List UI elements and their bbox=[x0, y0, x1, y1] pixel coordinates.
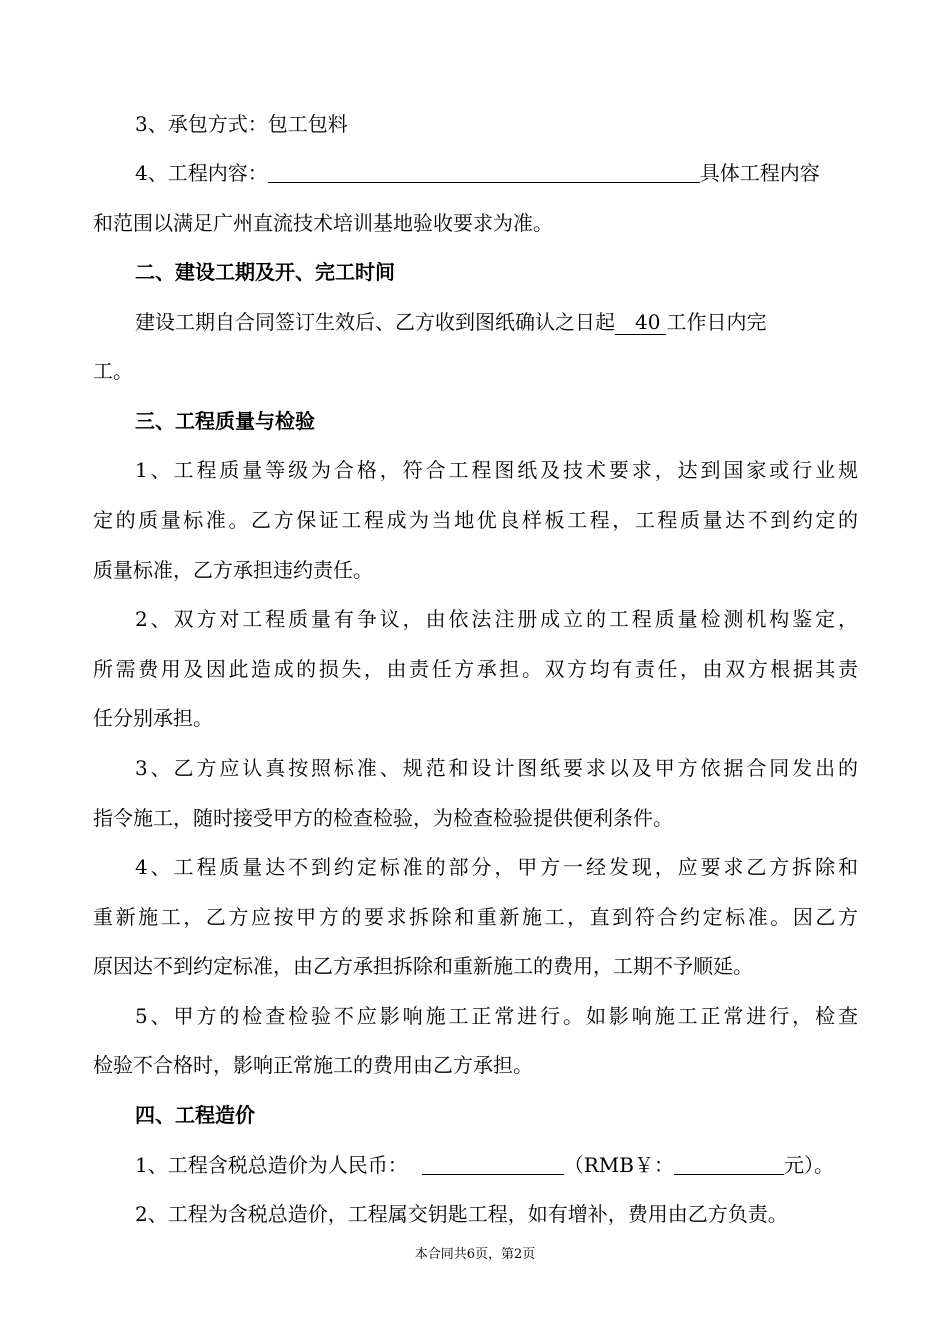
clause-schedule bbox=[135, 309, 858, 335]
paragraph-line: 5、甲方的检查检验不应影响施工正常进行。如影响施工正常进行，检查 bbox=[135, 1004, 858, 1028]
paragraph-line: 检验不合格时，影响正常施工的费用由乙方承担。 bbox=[93, 1053, 533, 1077]
paragraph-line: 2、双方对工程质量有争议，由依法注册成立的工程质量检测机构鉴定， bbox=[135, 607, 858, 631]
clause-total-price bbox=[135, 1152, 858, 1178]
paragraph-line: 重新施工，乙方应按甲方的要求拆除和重新施工，直到符合约定标准。因乙方 bbox=[93, 905, 858, 929]
page-footer: 本合同共6页，第2页 bbox=[414, 1247, 536, 1262]
workdays-value: 40 bbox=[615, 310, 666, 335]
paragraph-line: 所需费用及因此造成的损失，由责任方承担。双方均有责任，由双方根据其责 bbox=[93, 657, 858, 681]
paragraph-line: 原因达不到约定标准，由乙方承担拆除和重新施工的费用，工期不予顺延。 bbox=[93, 954, 753, 978]
rmb-amount-blank bbox=[422, 1152, 564, 1175]
clause-label: 4、工程内容： bbox=[135, 161, 268, 185]
clause-text: 工作日内完 bbox=[666, 310, 767, 334]
section-heading-quality: 三、工程质量与检验 bbox=[135, 409, 315, 433]
paragraph-line: 4、工程质量达不到约定标准的部分，甲方一经发现，应要求乙方拆除和 bbox=[135, 855, 858, 879]
clause-text: （RMB￥： bbox=[563, 1153, 674, 1177]
clause-text: 元）。 bbox=[783, 1153, 834, 1177]
paragraph-line: 任分别承担。 bbox=[93, 706, 213, 730]
rmb-numeric-blank bbox=[674, 1152, 784, 1175]
paragraph-line: 2、工程为含税总造价，工程属交钥匙工程，如有增补，费用由乙方负责。 bbox=[135, 1202, 788, 1226]
section-heading-schedule: 二、建设工期及开、完工时间 bbox=[135, 260, 395, 284]
paragraph-line: 3、乙方应认真按照标准、规范和设计图纸要求以及甲方依据合同发出的 bbox=[135, 756, 858, 780]
paragraph-line: 质量标准，乙方承担违约责任。 bbox=[93, 558, 373, 582]
clause-project-content bbox=[135, 160, 858, 186]
paragraph-line: 定的质量标准。乙方保证工程成为当地优良样板工程，工程质量达不到约定的 bbox=[93, 508, 858, 532]
paragraph-line: 工。 bbox=[93, 359, 133, 383]
section-heading-price: 四、工程造价 bbox=[135, 1103, 255, 1127]
clause-contract-method: 3、承包方式：包工包料 bbox=[135, 112, 348, 136]
clause-text: 具体工程内容 bbox=[699, 161, 820, 185]
clause-text: 1、工程含税总造价为人民币： bbox=[135, 1153, 408, 1177]
paragraph-line: 和范围以满足广州直流技术培训基地验收要求为准。 bbox=[93, 211, 553, 235]
paragraph-line: 1、工程质量等级为合格，符合工程图纸及技术要求，达到国家或行业规 bbox=[135, 458, 858, 482]
clause-text: 建设工期自合同签订生效后、乙方收到图纸确认之日起 bbox=[135, 310, 615, 334]
content-blank-field bbox=[268, 160, 700, 183]
paragraph-line: 指令施工，随时接受甲方的检查检验，为检查检验提供便利条件。 bbox=[93, 806, 673, 830]
